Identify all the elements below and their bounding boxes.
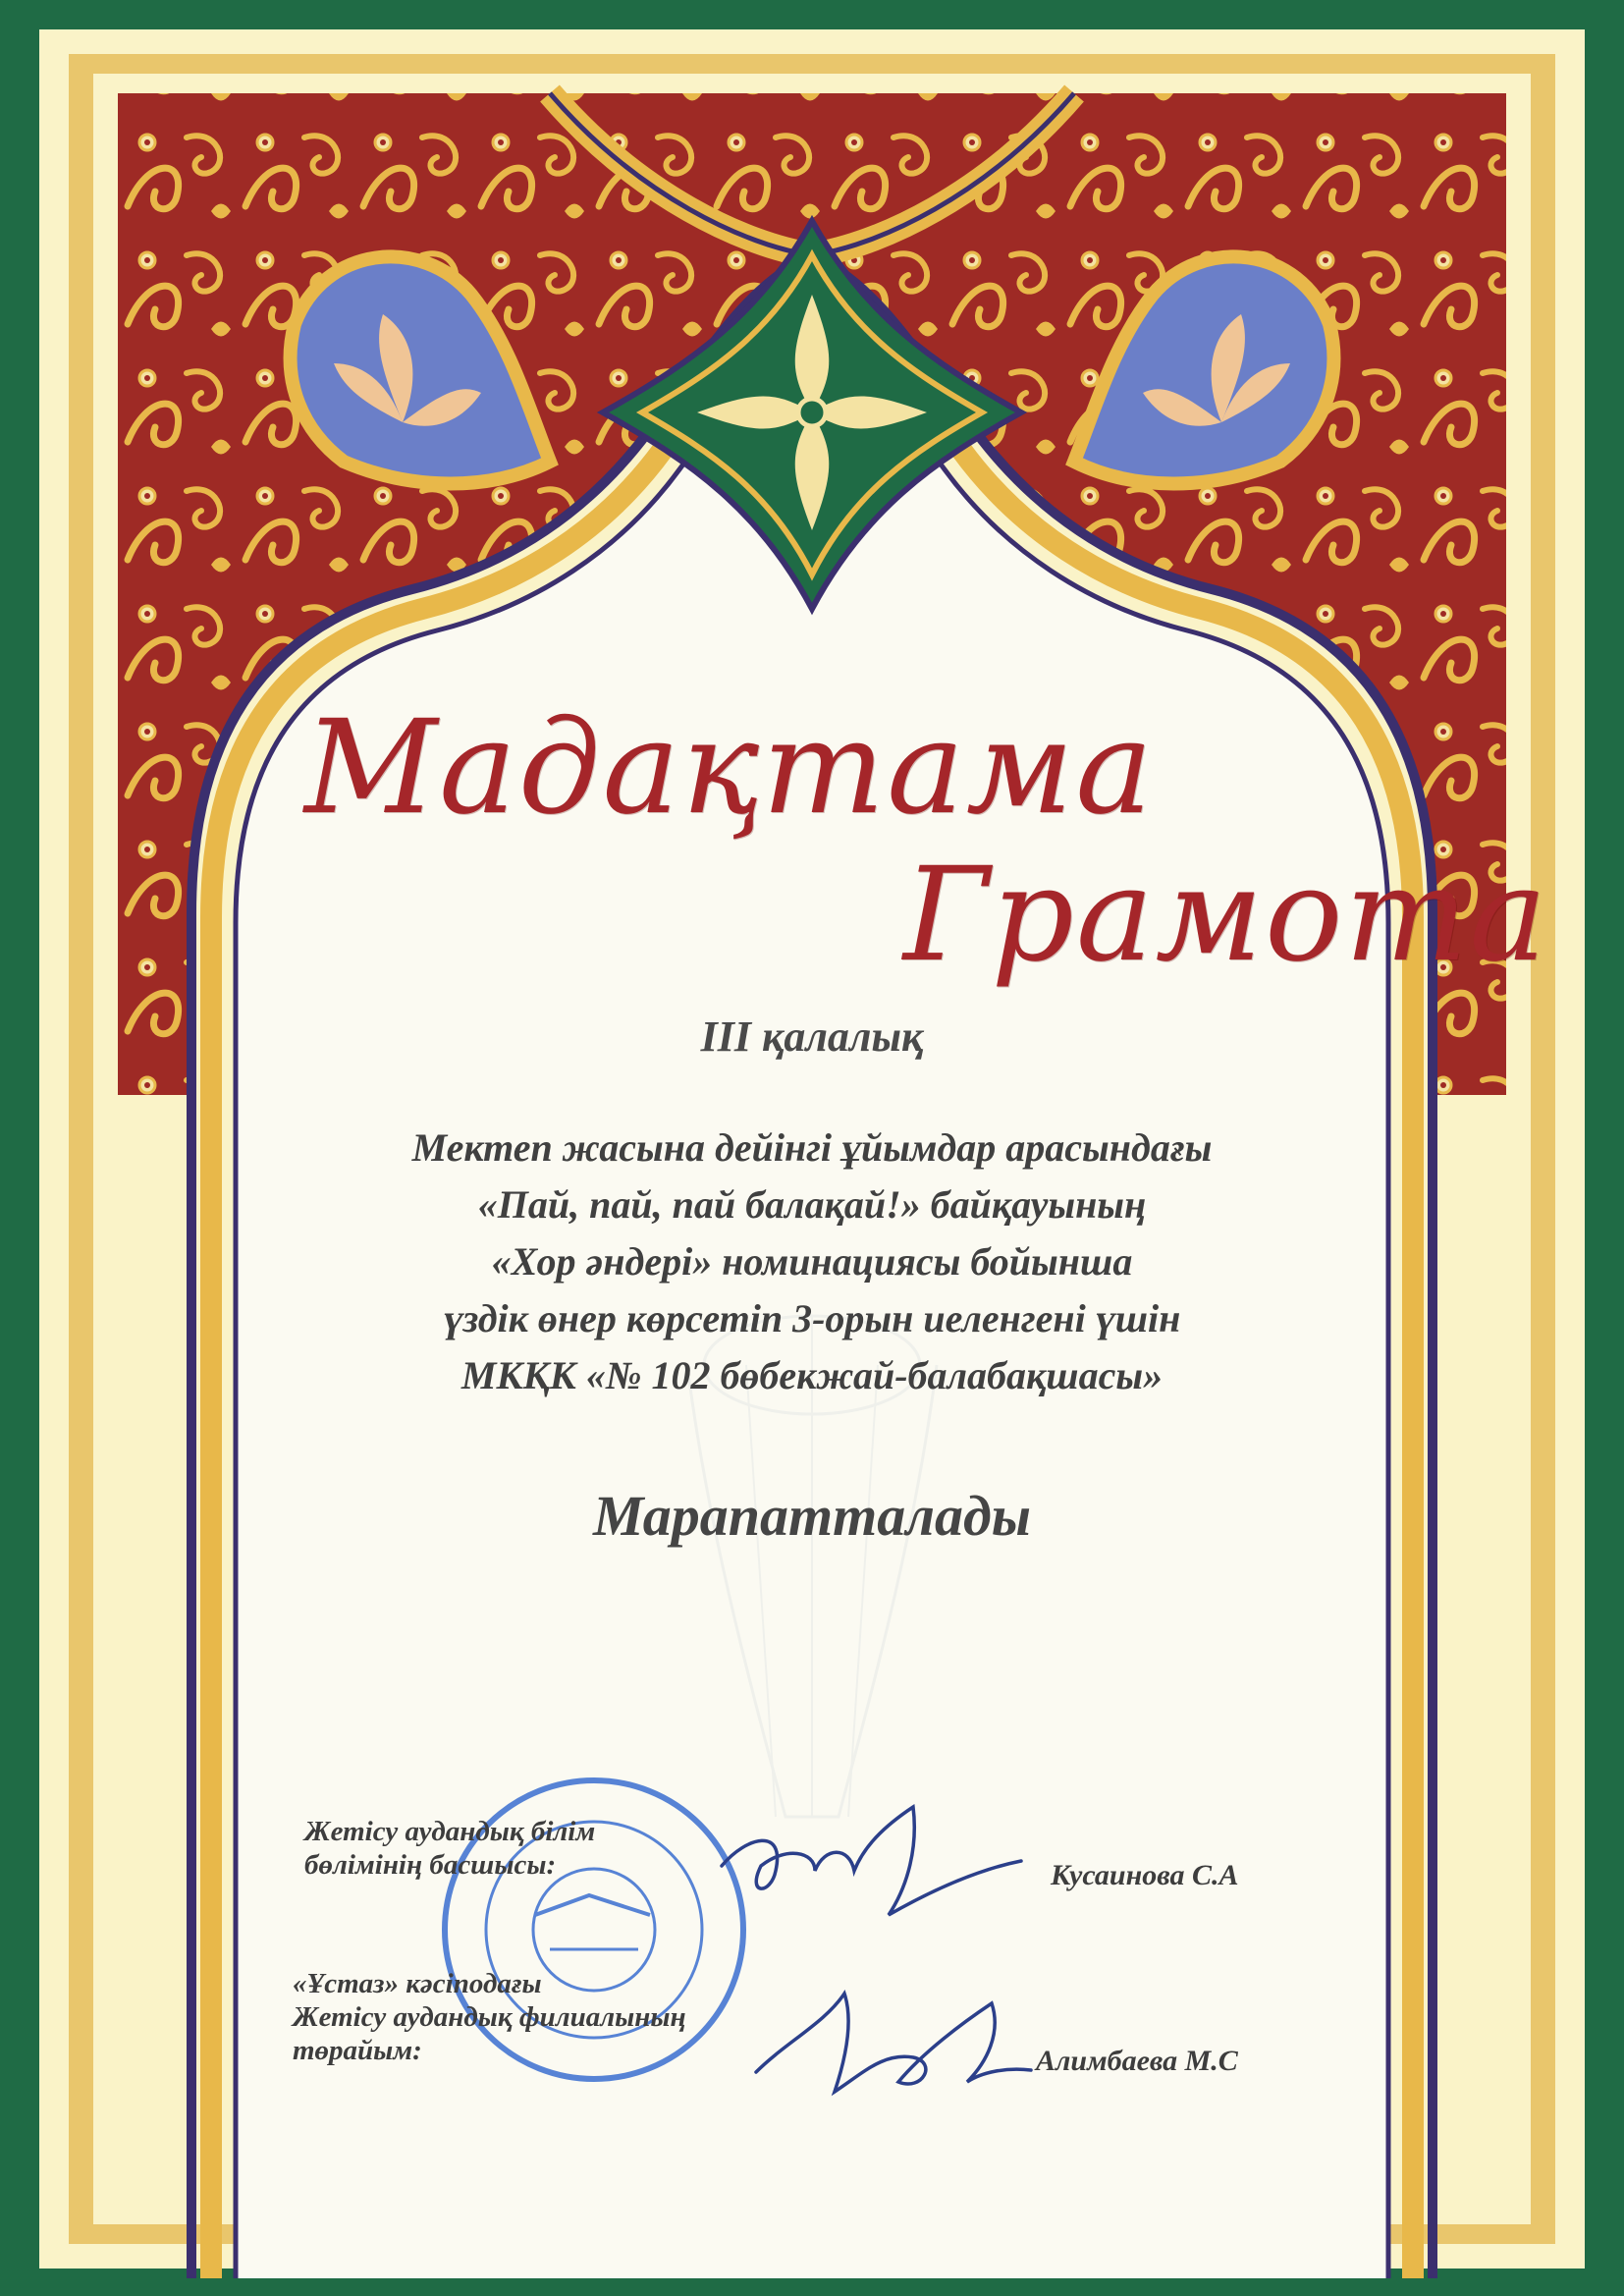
signatory-2-name: Алимбаева М.С (1036, 2045, 1238, 2077)
signatory-2-title-line: «Ұстаз» кәсіподағы (293, 1968, 542, 1999)
signatory-2-title-line: Жетісу аудандық филиалының (293, 2001, 686, 2033)
signatory-2-title-line: төрайым: (293, 2035, 422, 2066)
contest-level: III қалалық (700, 1012, 924, 1061)
certificate-body (0, 1120, 1624, 1404)
signatory-1-name: Кусаинова С.А (1051, 1859, 1239, 1891)
title-line-2: Грамота (903, 840, 1549, 991)
title-line-1: Мадақтама (304, 692, 1156, 844)
signatory-2-title (293, 1967, 686, 2067)
signatory-1-title-line: бөлімінің басшысы: (304, 1849, 557, 1881)
signatory-1-title (304, 1815, 595, 1882)
awarded-text: Марапатталады (592, 1484, 1032, 1548)
body-line: үздік өнер көрсетіп 3-орын иеленгені үшін (443, 1296, 1181, 1340)
body-line: МКҚК «№ 102 бөбекжай-балабақшасы» (460, 1353, 1164, 1397)
body-line: «Хор әндері» номинациясы бойынша (491, 1239, 1133, 1284)
body-line: «Пай, пай, пай балақай!» байқауының (477, 1182, 1147, 1227)
body-line: Мектеп жасына дейінгі ұйымдар арасындағы (411, 1125, 1213, 1170)
signatory-1-title-line: Жетісу аудандық білім (304, 1816, 596, 1847)
